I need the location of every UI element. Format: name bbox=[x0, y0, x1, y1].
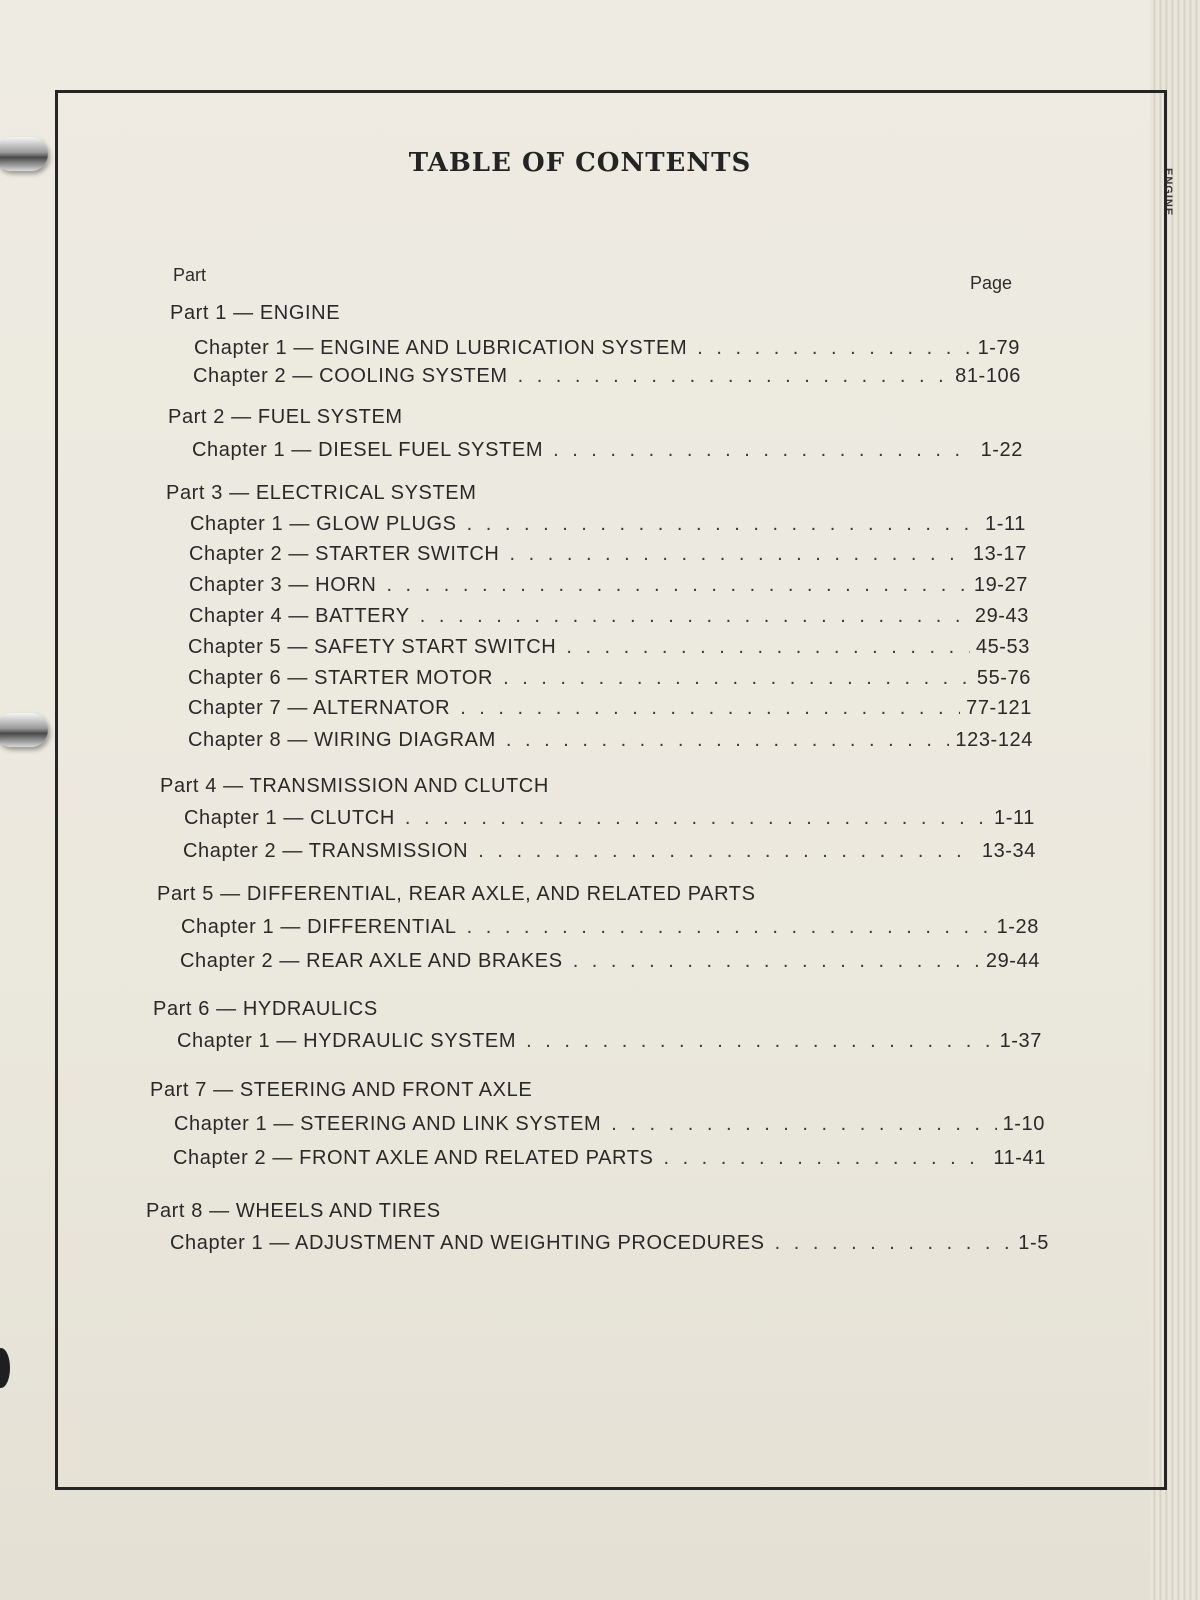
page-range: 45-53 bbox=[975, 636, 1030, 658]
dot-leader bbox=[611, 1113, 996, 1136]
chapter-entry bbox=[192, 439, 1023, 462]
part-heading: Part 2 — FUEL SYSTEM bbox=[168, 406, 403, 428]
page-range: 123-124 bbox=[955, 729, 1033, 751]
dot-leader bbox=[405, 807, 988, 830]
chapter-title: Chapter 7 — ALTERNATOR bbox=[188, 697, 451, 719]
dot-leader bbox=[553, 439, 974, 462]
dot-leader bbox=[697, 337, 971, 360]
chapter-entry bbox=[170, 1232, 1049, 1255]
page-range: 81-106 bbox=[955, 365, 1021, 387]
dot-leader bbox=[526, 1030, 993, 1053]
dot-leader bbox=[386, 574, 967, 597]
chapter-entry bbox=[173, 1147, 1046, 1170]
dot-leader bbox=[775, 1232, 1013, 1255]
chapter-entry bbox=[183, 840, 1036, 863]
dot-leader bbox=[478, 840, 976, 863]
page-range: 1-28 bbox=[996, 916, 1039, 938]
page-range: 13-17 bbox=[972, 543, 1027, 565]
page-range: 1-37 bbox=[999, 1030, 1042, 1052]
page-range: 55-76 bbox=[976, 667, 1031, 689]
chapter-entry bbox=[180, 950, 1040, 973]
page-range: 29-43 bbox=[974, 605, 1029, 627]
chapter-entry bbox=[194, 337, 1020, 360]
chapter-title: Chapter 2 — REAR AXLE AND BRAKES bbox=[180, 950, 563, 972]
part-heading: Part 5 — DIFFERENTIAL, REAR AXLE, AND RELATED PARTS bbox=[157, 883, 756, 905]
part-heading: Part 3 — ELECTRICAL SYSTEM bbox=[166, 482, 477, 504]
dot-leader bbox=[566, 636, 970, 659]
chapter-entry bbox=[193, 365, 1021, 388]
dot-leader bbox=[467, 916, 991, 939]
part-heading: Part 7 — STEERING AND FRONT AXLE bbox=[150, 1079, 533, 1101]
chapter-title: Chapter 2 — TRANSMISSION bbox=[183, 840, 469, 862]
page-range: 11-41 bbox=[993, 1147, 1046, 1169]
dot-leader bbox=[573, 950, 980, 973]
page-column-header: Page bbox=[970, 273, 1013, 293]
page-range: 1-11 bbox=[985, 513, 1026, 535]
chapter-entry bbox=[189, 605, 1029, 628]
chapter-entry bbox=[188, 697, 1032, 720]
page-range: 1-22 bbox=[980, 439, 1023, 461]
page-range: 29-44 bbox=[985, 950, 1040, 972]
part-heading: Part 6 — HYDRAULICS bbox=[153, 998, 378, 1020]
chapter-entry bbox=[174, 1113, 1045, 1136]
chapter-entry bbox=[189, 574, 1028, 597]
chapter-entry bbox=[188, 636, 1030, 659]
chapter-title: Chapter 2 — STARTER SWITCH bbox=[189, 543, 500, 565]
dot-leader bbox=[460, 697, 960, 720]
page-range: 13-34 bbox=[981, 840, 1036, 862]
dot-leader bbox=[420, 605, 969, 628]
chapter-title: Chapter 8 — WIRING DIAGRAM bbox=[188, 729, 496, 751]
chapter-entry bbox=[188, 667, 1031, 690]
dot-leader bbox=[467, 513, 979, 536]
dot-leader bbox=[509, 543, 966, 566]
dot-leader bbox=[506, 729, 950, 752]
page-title: TABLE OF CONTENTS bbox=[408, 148, 752, 178]
chapter-title: Chapter 1 — STEERING AND LINK SYSTEM bbox=[174, 1113, 602, 1135]
chapter-title: Chapter 6 — STARTER MOTOR bbox=[188, 667, 494, 689]
chapter-title: Chapter 5 — SAFETY START SWITCH bbox=[188, 636, 557, 658]
chapter-entry bbox=[184, 807, 1035, 830]
page-range: 1-10 bbox=[1002, 1113, 1045, 1135]
page-range: 1-79 bbox=[977, 337, 1020, 359]
chapter-entry bbox=[188, 729, 1033, 752]
section-tab-label: ENGINE bbox=[1162, 168, 1174, 217]
chapter-title: Chapter 1 — CLUTCH bbox=[184, 807, 395, 829]
chapter-title: Chapter 3 — HORN bbox=[189, 574, 377, 596]
part-heading: Part 8 — WHEELS AND TIRES bbox=[146, 1200, 441, 1222]
chapter-entry bbox=[177, 1030, 1042, 1053]
chapter-title: Chapter 1 — ENGINE AND LUBRICATION SYSTEM bbox=[194, 337, 688, 359]
chapter-title: Chapter 2 — COOLING SYSTEM bbox=[193, 365, 508, 387]
chapter-entry bbox=[181, 916, 1039, 939]
chapter-title: Chapter 1 — ADJUSTMENT AND WEIGHTING PROCEDURES bbox=[170, 1232, 765, 1254]
page-range: 1-11 bbox=[994, 807, 1035, 829]
part-heading: Part 1 — ENGINE bbox=[170, 302, 341, 324]
dot-leader bbox=[663, 1147, 987, 1170]
part-column-header: Part bbox=[173, 265, 207, 285]
chapter-entry bbox=[189, 543, 1027, 566]
dot-leader bbox=[503, 667, 971, 690]
part-heading: Part 4 — TRANSMISSION AND CLUTCH bbox=[160, 775, 549, 797]
chapter-title: Chapter 1 — DIFFERENTIAL bbox=[181, 916, 457, 938]
chapter-entry bbox=[190, 513, 1026, 536]
chapter-title: Chapter 1 — HYDRAULIC SYSTEM bbox=[177, 1030, 517, 1052]
page-range: 77-121 bbox=[966, 697, 1032, 719]
chapter-title: Chapter 4 — BATTERY bbox=[189, 605, 410, 627]
chapter-title: Chapter 1 — GLOW PLUGS bbox=[190, 513, 457, 535]
page-range: 19-27 bbox=[973, 574, 1028, 596]
page-range: 1-5 bbox=[1018, 1232, 1049, 1254]
dot-leader bbox=[518, 365, 950, 388]
chapter-title: Chapter 2 — FRONT AXLE AND RELATED PARTS bbox=[173, 1147, 654, 1169]
chapter-title: Chapter 1 — DIESEL FUEL SYSTEM bbox=[192, 439, 544, 461]
